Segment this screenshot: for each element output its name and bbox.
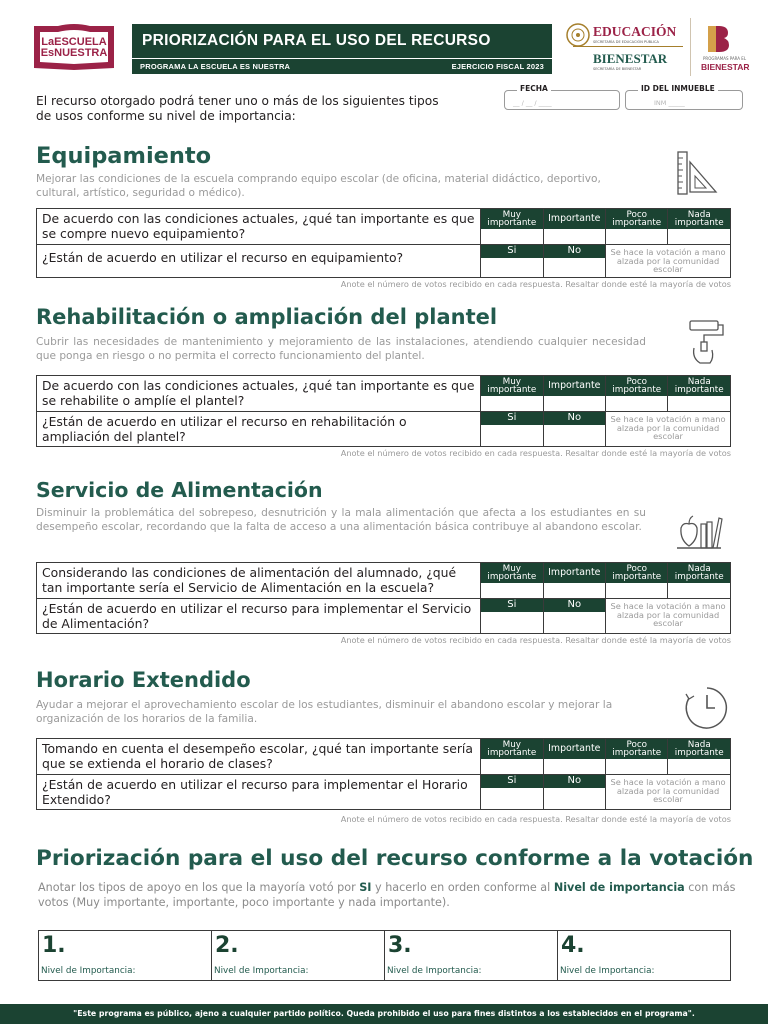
option-importante[interactable]: Importante — [543, 376, 605, 412]
rank-cell-3[interactable] — [385, 931, 558, 980]
section-desc-alimentacion: Disminuir la problemática del sobrepeso, desnutrición y la mala alimentación que afecta a los estudiantes en su desempeño escolar, recordando que la falta de acceso a una alimentación básica contribuye al abandono escolar. — [36, 507, 646, 533]
fecha-field[interactable] — [504, 84, 620, 110]
logo-line-2: EsNUESTRA — [40, 47, 108, 59]
food-books-icon — [675, 508, 723, 556]
bienestar-b-icon — [705, 24, 731, 54]
educacion-bienestar-logo — [565, 22, 685, 77]
option-importante[interactable]: Importante — [543, 563, 605, 599]
logo-line-1: LaESCUELA — [41, 36, 107, 48]
final-title: Priorización para el uso del recurso conforme a la votación — [36, 846, 754, 871]
question-table-rehabilitacion — [36, 375, 731, 447]
final-desc: Anotar los tipos de apoyo en los que la mayoría votó por SI y hacerlo en orden conforme al Nivel de importancia con más votos (Muy importante, importante, poco importante y nada importante). — [38, 881, 736, 909]
annotation-note: Anote el número de votos recibido en cada respuesta. Resaltar donde esté la mayoría de votos — [340, 814, 731, 824]
inmueble-field[interactable] — [625, 84, 743, 110]
question-agreement: ¿Están de acuerdo en utilizar el recurso en rehabilitación o ampliación del plantel? — [37, 412, 481, 447]
option-nada-importante[interactable]: Nada importante — [668, 563, 731, 599]
inmueble-hint: INM _____ — [654, 99, 685, 107]
bienestar-subtitle: SECRETARÍA DE BIENESTAR — [593, 67, 642, 71]
annotation-note: Anote el número de votos recibido en cada respuesta. Resaltar donde esté la mayoría de votos — [340, 448, 731, 458]
rank-label: Nivel de Importancia: — [560, 966, 655, 976]
section-title-rehabilitacion: Rehabilitación o ampliación del plantel — [36, 305, 498, 329]
inmueble-label: ID DEL INMUEBLE — [638, 84, 718, 93]
ruler-triangle-icon — [672, 150, 720, 198]
fecha-hint: __ / __ / ____ — [513, 99, 552, 107]
edu-divider — [573, 46, 683, 47]
seal-icon — [565, 22, 591, 48]
section-title-horario: Horario Extendido — [36, 668, 251, 692]
programas-bienestar-logo — [701, 24, 750, 74]
vote-note: Se hace la votación a mano alzada por la comunidad escolar — [606, 599, 731, 634]
question-importance: Considerando las condiciones de alimentación del alumnado, ¿qué tan importante sería el Servicio de Alimentación en la escuela? — [37, 563, 481, 599]
program-bar — [132, 59, 552, 74]
vote-note: Se hace la votación a mano alzada por la comunidad escolar — [606, 245, 731, 278]
edu-title: EDUCACIÓN — [593, 24, 677, 39]
option-nada-importante[interactable]: Nada importante — [668, 376, 731, 412]
section-title-equipamiento: Equipamiento — [36, 143, 212, 169]
question-table-equipamiento — [36, 208, 731, 278]
fecha-label: FECHA — [517, 84, 551, 93]
annotation-note: Anote el número de votos recibido en cada respuesta. Resaltar donde esté la mayoría de votos — [340, 635, 731, 645]
question-agreement: ¿Están de acuerdo en utilizar el recurso en equipamiento? — [37, 245, 481, 278]
question-table-alimentacion — [36, 562, 731, 634]
option-muy-importante[interactable]: Muy importante — [481, 739, 543, 775]
question-agreement: ¿Están de acuerdo en utilizar el recurso para implementar el Servicio de Alimentación? — [37, 599, 481, 634]
annotation-note: Anote el número de votos recibido en cada respuesta. Resaltar donde esté la mayoría de votos — [340, 279, 731, 289]
option-muy-importante[interactable]: Muy importante — [481, 563, 543, 599]
footer-disclaimer: "Este programa es público, ajeno a cualquier partido político. Queda prohibido el uso para fines distintos a los establecidos en el programa". — [0, 1004, 768, 1024]
rank-cell-2[interactable] — [212, 931, 385, 980]
paint-roller-icon — [680, 318, 728, 366]
rank-number: 4. — [561, 933, 585, 958]
option-poco-importante[interactable]: Poco importante — [606, 209, 668, 245]
ranking-row — [38, 930, 731, 981]
option-importante[interactable]: Importante — [543, 209, 605, 245]
rank-cell-4[interactable] — [558, 931, 730, 980]
question-importance: Tomando en cuenta el desempeño escolar, ¿qué tan importante sería que se extienda el horario de clases? — [37, 739, 481, 775]
question-agreement: ¿Están de acuerdo en utilizar el recurso para implementar el Horario Extendido? — [37, 775, 481, 810]
program-name: PROGRAMA LA ESCUELA ES NUESTRA — [140, 62, 291, 71]
vote-note: Se hace la votación a mano alzada por la comunidad escolar — [606, 775, 731, 810]
rank-label: Nivel de Importancia: — [41, 966, 136, 976]
rank-number: 3. — [388, 933, 412, 958]
section-title-alimentacion: Servicio de Alimentación — [36, 478, 323, 502]
section-desc-rehabilitacion: Cubrir las necesidades de mantenimiento y mejoramiento de las instalaciones, atendiendo cualquier necesidad que ponga en riesgo o no permita el correcto funcionamiento del plantel. — [36, 336, 646, 362]
bienestar-title: BIENESTAR — [593, 51, 668, 66]
option-no[interactable]: No — [543, 245, 605, 278]
option-si[interactable]: Si — [481, 412, 543, 447]
question-importance: De acuerdo con las condiciones actuales, ¿qué tan importante es que se compre nuevo equipamiento? — [37, 209, 481, 245]
rank-number: 2. — [215, 933, 239, 958]
clock-icon — [683, 684, 731, 732]
option-no[interactable]: No — [543, 599, 605, 634]
rank-cell-1[interactable] — [39, 931, 212, 980]
option-muy-importante[interactable]: Muy importante — [481, 376, 543, 412]
option-importante[interactable]: Importante — [543, 739, 605, 775]
option-nada-importante[interactable]: Nada importante — [668, 739, 731, 775]
option-no[interactable]: No — [543, 775, 605, 810]
escuela-nuestra-logo — [30, 22, 118, 74]
edu-subtitle: SECRETARÍA DE EDUCACIÓN PÚBLICA — [593, 40, 659, 44]
option-poco-importante[interactable]: Poco importante — [606, 563, 668, 599]
vote-note: Se hace la votación a mano alzada por la comunidad escolar — [606, 412, 731, 447]
option-muy-importante[interactable]: Muy importante — [481, 209, 543, 245]
option-si[interactable]: Si — [481, 775, 543, 810]
fiscal-year: EJERCICIO FISCAL 2023 — [451, 62, 544, 71]
option-no[interactable]: No — [543, 412, 605, 447]
option-si[interactable]: Si — [481, 599, 543, 634]
option-poco-importante[interactable]: Poco importante — [606, 376, 668, 412]
bienestar-name: BIENESTAR — [701, 62, 750, 72]
section-desc-horario: Ayudar a mejorar el aprovechamiento escolar de los estudiantes, disminuir el abandono escolar y mejorar la organización de los horarios de la familia. — [36, 699, 613, 725]
rank-number: 1. — [42, 933, 66, 958]
intro-text: El recurso otorgado podrá tener uno o más de los siguientes tipos de usos conforme su nivel de importancia: — [36, 94, 439, 123]
highlight-nivel: Nivel de importancia — [553, 881, 685, 894]
rank-label: Nivel de Importancia: — [387, 966, 482, 976]
question-table-horario — [36, 738, 731, 810]
highlight-si: SI — [359, 881, 372, 894]
page-title: PRIORIZACIÓN PARA EL USO DEL RECURSO — [132, 24, 552, 58]
option-poco-importante[interactable]: Poco importante — [606, 739, 668, 775]
question-importance: De acuerdo con las condiciones actuales, ¿qué tan importante es que se rehabilite o amplíe el plantel? — [37, 376, 481, 412]
bienestar-small-text: PROGRAMAS PARA EL — [703, 56, 747, 61]
logo-separator — [690, 18, 691, 76]
rank-label: Nivel de Importancia: — [214, 966, 309, 976]
option-nada-importante[interactable]: Nada importante — [668, 209, 731, 245]
section-desc-equipamiento: Mejorar las condiciones de la escuela comprando equipo escolar (de oficina, material didáctico, deportivo, cultural, artístico, seguridad o médico). — [36, 173, 601, 199]
option-si[interactable]: Si — [481, 245, 543, 278]
